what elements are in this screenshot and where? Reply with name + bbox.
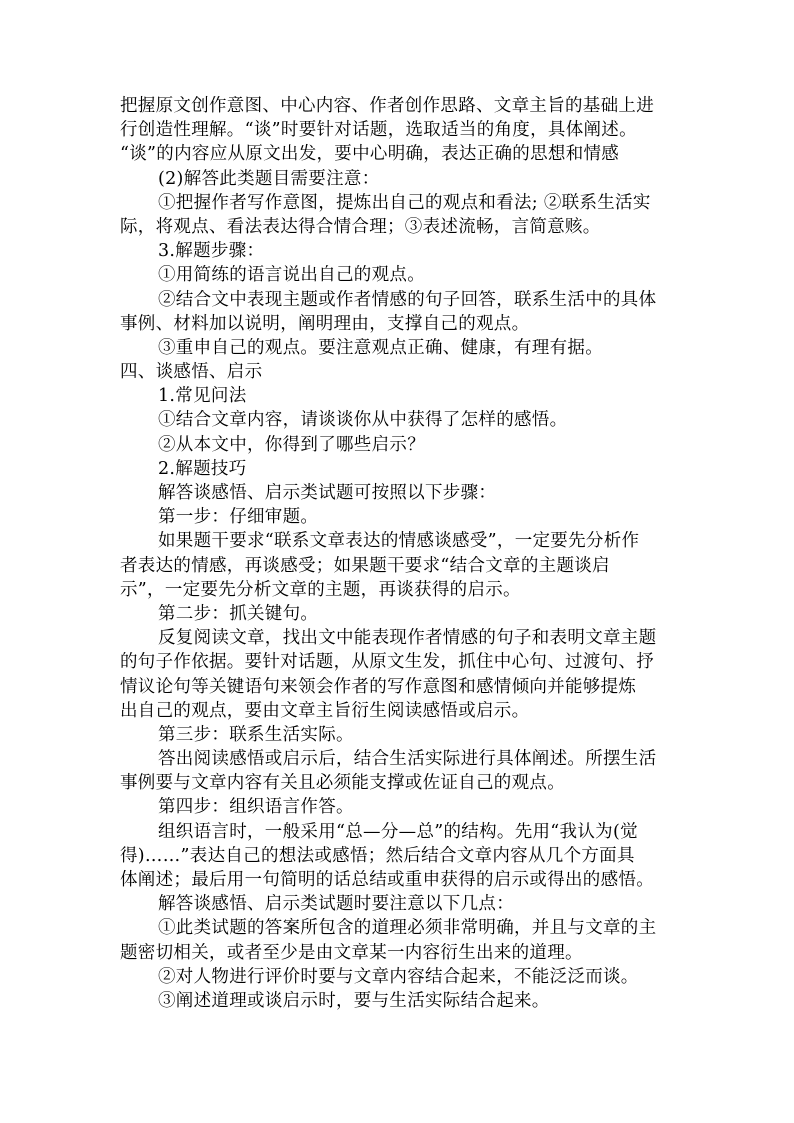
- text-line: ③阐述道理或谈启示时，要与生活实际结合起来。: [158, 990, 550, 1011]
- text-line: “谈”的内容应从原文出发，要中心明确，表达正确的思想和情感: [120, 144, 620, 165]
- text-line: 第二步：抓关键句。: [158, 603, 319, 624]
- text-line: 四、谈感悟、启示: [120, 362, 263, 383]
- text-line: 答出阅读感悟或启示后，结合生活实际进行具体阐述。所摆生活: [158, 749, 657, 770]
- text-line: ①把握作者写作意图，提炼出自己的观点和看法; ②联系生活实: [158, 192, 651, 213]
- text-line: 情议论句等关键语句来领会作者的写作意图和感情倾向并能够提炼: [120, 676, 637, 697]
- text-line: 1.常见问法: [158, 386, 247, 407]
- text-line: 事例要与文章内容有关且必须能支撑或佐证自己的观点。: [120, 773, 565, 794]
- text-line: 得)……”表达自己的想法或感悟；然后结合文章内容从几个方面具: [120, 845, 635, 866]
- text-line: ②对人物进行评价时要与文章内容结合起来，不能泛泛而谈。: [158, 966, 639, 987]
- text-line: ③重申自己的观点。要注意观点正确、健康，有理有据。: [158, 337, 603, 358]
- text-line: 把握原文创作意图、中心内容、作者创作思路、文章主旨的基础上进: [120, 96, 654, 116]
- text-line: 出自己的观点，要由文章主旨衍生阅读感悟或启示。: [120, 700, 530, 721]
- text-line: 示”，一定要先分析文章的主题，再谈获得的启示。: [120, 579, 521, 600]
- text-line: 如果题干要求“联系文章表达的情感谈感受”，一定要先分析作: [158, 531, 640, 552]
- text-line: 3.解题步骤：: [158, 241, 265, 262]
- text-line: 者表达的情感，再谈感受；如果题干要求“结合文章的主题谈启: [120, 555, 610, 576]
- text-line: ①结合文章内容，请谈谈你从中获得了怎样的感悟。: [158, 410, 568, 431]
- text-line: 2.解题技巧: [158, 458, 247, 479]
- text-line: 第一步：仔细审题。: [158, 507, 319, 528]
- document-body: [120, 94, 680, 1013]
- text-line: ②结合文中表现主题或作者情感的句子回答，联系生活中的具体: [158, 289, 657, 310]
- text-line: 事例、材料加以说明，阐明理由，支撑自己的观点。: [120, 313, 530, 334]
- text-line: ①此类试题的答案所包含的道理必须非常明确，并且与文章的主: [158, 918, 657, 939]
- text-line: 际，将观点、看法表达得合情合理；③表述流畅，言简意赅。: [120, 216, 601, 237]
- text-line: ②从本文中，你得到了哪些启示？: [158, 434, 425, 455]
- text-line: 题密切相关，或者至少是由文章某一内容衍生出来的道理。: [120, 942, 583, 963]
- text-line: (2)解答此类题目需要注意：: [158, 168, 380, 189]
- text-line: 解答谈感悟、启示类试题可按照以下步骤：: [158, 483, 497, 503]
- text-line: 第三步：联系生活实际。: [158, 724, 354, 745]
- text-line: 解答谈感悟、启示类试题时要注意以下几点：: [158, 894, 514, 915]
- text-line: 体阐述；最后用一句简明的话总结或重申获得的启示或得出的感悟。: [120, 870, 654, 890]
- text-line: 第四步：组织语言作答。: [158, 797, 354, 818]
- text-line: ①用简练的语言说出自己的观点。: [158, 265, 425, 286]
- text-line: 组织语言时，一般采用“总—分—总”的结构。先用“我认为(觉: [158, 821, 638, 842]
- text-line: 反复阅读文章，找出文中能表现作者情感的句子和表明文章主题: [158, 628, 657, 649]
- text-line: 的句子作依据。要针对话题，从原文生发，抓住中心句、过渡句、抒: [120, 652, 654, 673]
- text-line: 行创造性理解。“谈”时要针对话题，选取适当的角度，具体阐述。: [120, 120, 637, 141]
